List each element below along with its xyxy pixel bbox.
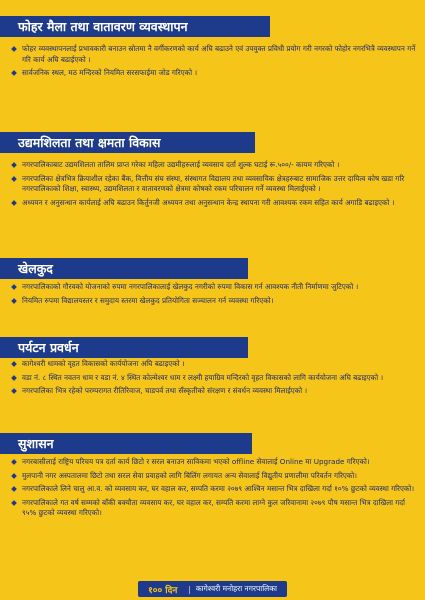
- footer-days: १०० दिन: [148, 585, 178, 596]
- bullet-icon: [11, 459, 17, 465]
- section-header-entrepreneurship: [0, 132, 255, 153]
- list-item-text: नगरपालिकाको गौरवको योजनाको रुपमा नगरपालिकालाई खेलकुद नगरीको रुपमा विकास गर्न आवश्यक नीती निर्माणमा जुटिएको ।: [22, 282, 359, 291]
- list-item: [10, 359, 416, 370]
- bullet-icon: [11, 298, 17, 304]
- bullet-icon: [11, 388, 17, 394]
- list-item-text: नगरबासीलाई राष्ट्रिय परिचय पत्र दर्ता कार्य छिटो र सरल बनाउन साविकमा भएको offline सेवालाई Online मा Upgrade गरिएको।: [22, 457, 370, 466]
- bullet-icon: [11, 176, 17, 182]
- list-item: [10, 457, 416, 468]
- section-title: उद्यमशिलता तथा क्षमता विकास: [18, 135, 161, 150]
- bullet-icon: [11, 284, 17, 290]
- list-item: [10, 471, 416, 482]
- bullet-icon: [11, 473, 17, 479]
- list-item: [10, 44, 416, 65]
- list-item: [10, 373, 416, 384]
- bullet-icon: [11, 70, 17, 76]
- section-items-waste-management: [10, 44, 416, 82]
- bullet-icon: [11, 46, 17, 52]
- list-item: [10, 282, 416, 293]
- list-item-text: नगरपालिकाले गत वर्ष सम्मको बाँकी बक्यौता व्यवसाय कर, घर वहाल कर, सम्पति करमा लाग्ने कुल जरिवानामा २०७९ पौष मसान्त भित्र दाखिला गर्दा ९५% छुटको व्यवस्था गरिएको।: [22, 497, 405, 518]
- list-item-text: सार्वजनिक स्थल, मठ मन्दिरको नियमित सरसफाईमा जोड गरिएको ।: [22, 68, 198, 78]
- section-items-entrepreneurship: [10, 160, 416, 211]
- list-item-text: वडा नं. ८ स्थित नवतन धाम र वडा नं. ४ स्थित कोल्मेश्वर धाम र लक्ष्मी हयाग्रिव मन्दिरको वृहत विकासको लागि कार्ययोजना अघि बढाइएको ।: [22, 372, 384, 382]
- footer-bar: [138, 581, 287, 597]
- bullet-icon: [11, 361, 17, 367]
- list-item-text: नियमित रुपमा विद्यालयस्तर र समुदाय स्तरमा खेलकुद प्रतियोगिता सञ्चालन गर्न व्यवस्था गरिएको।: [22, 295, 274, 305]
- list-item-text: नगरपालिकाबाट उद्यमशिलता तालिम प्राप्त गरेका महिला उद्यमीहरुलाई व्यवसाय दर्ता शुल्क घटाई रू.५००/- कायम गरिएको ।: [22, 160, 340, 169]
- section-header-waste-management: [0, 16, 270, 37]
- section-items-good-governance: [10, 457, 416, 522]
- bullet-icon: [11, 500, 17, 506]
- list-item-text: मुलपानी नगर अस्पतालमा छिटो तथा सरल सेवा प्रवाहको लागि बिलिंग लगायत अन्य सेवालाई विद्युतीय प्रणालीमा परिवर्तन गरिएको।: [22, 470, 357, 480]
- bullet-icon: [11, 200, 17, 206]
- list-item: [10, 198, 416, 209]
- list-item-text: अध्ययन र अनुसन्धान कार्यलाई अघि बढाउन किर्तुनजी अध्ययन तथा अनुसन्धान केन्द्र स्थापना गरी आवश्यक रकम सहित कार्य अगाडि बढाइएको ।: [22, 197, 395, 207]
- bullet-icon: [11, 486, 17, 492]
- list-item: [10, 386, 416, 397]
- section-title: खेलकुद: [18, 261, 53, 276]
- list-item-text: नगरपालिका भित्र रहेको परम्परागत रीतिरिवाज, चाडपर्व तथा सँस्कृतीको संरक्षण र संवर्धन व्यवस्था मिलाईएको ।: [22, 386, 308, 396]
- list-item: [10, 498, 416, 519]
- bullet-icon: [11, 375, 17, 381]
- section-header-good-governance: [0, 433, 252, 454]
- bullet-icon: [11, 162, 17, 168]
- list-item-text: फोहर व्यवस्थापनलाई प्रभावकारी बनाउन स्रोतमा नै वर्गीकरणको कार्य अघि बढाउने एवं उपयुक्त प्रविधी प्रयोग गरी नगरको फोहोर नगरभित्रै व्यवस्थापन गर्ने गरि कार्य अघि बढाईएको ।: [22, 44, 416, 64]
- list-item-text: नगरपालिका क्षेत्रभित्र क्रियाशील रहेका बैंक, वित्तीय संघ संस्था, संस्थागत विद्यालय तथा व्यवसायिक क्षेत्रहरुबाट सामाजिक उत्तर दायित्व कोष खडा गरि नगरपालिकाको शिक्षा, स्वास्थ्य, उद्यमशिलता र वातावरणको क्षेत्रमा कोषको रकम परिचालन गर्ने व्यवस्था मिलाईएको ।: [22, 173, 405, 194]
- section-header-sports: [0, 258, 248, 279]
- section-header-tourism: [0, 337, 248, 358]
- list-item: [10, 68, 416, 79]
- list-item: [10, 174, 416, 195]
- section-title: फोहर मैला तथा वातावरण व्यवस्थापन: [18, 19, 188, 34]
- footer-separator: |: [188, 584, 191, 594]
- section-items-tourism: [10, 359, 416, 400]
- list-item-text: कागेश्वरी धामको वृहत विकासको कार्ययोजना अघि बढाइएको ।: [22, 359, 185, 368]
- list-item: [10, 484, 416, 495]
- list-item-text: नगरपालिकाले लिने चालु आ.व. को व्यवसाय कर, घर वहाल कर, सम्पति करमा २०७९ आश्विन मसान्त भित्र दाखिला गर्दा १०% छुटको व्यवस्था गरिएको।: [22, 484, 415, 494]
- page-footer: [0, 578, 425, 600]
- section-items-sports: [10, 282, 416, 309]
- list-item: [10, 160, 416, 171]
- section-title: सुशासन: [18, 436, 54, 451]
- list-item: [10, 296, 416, 307]
- section-title: पर्यटन प्रवर्धन: [18, 340, 79, 355]
- footer-org: कागेश्वरी मनोहरा नगरपालिका: [195, 584, 277, 593]
